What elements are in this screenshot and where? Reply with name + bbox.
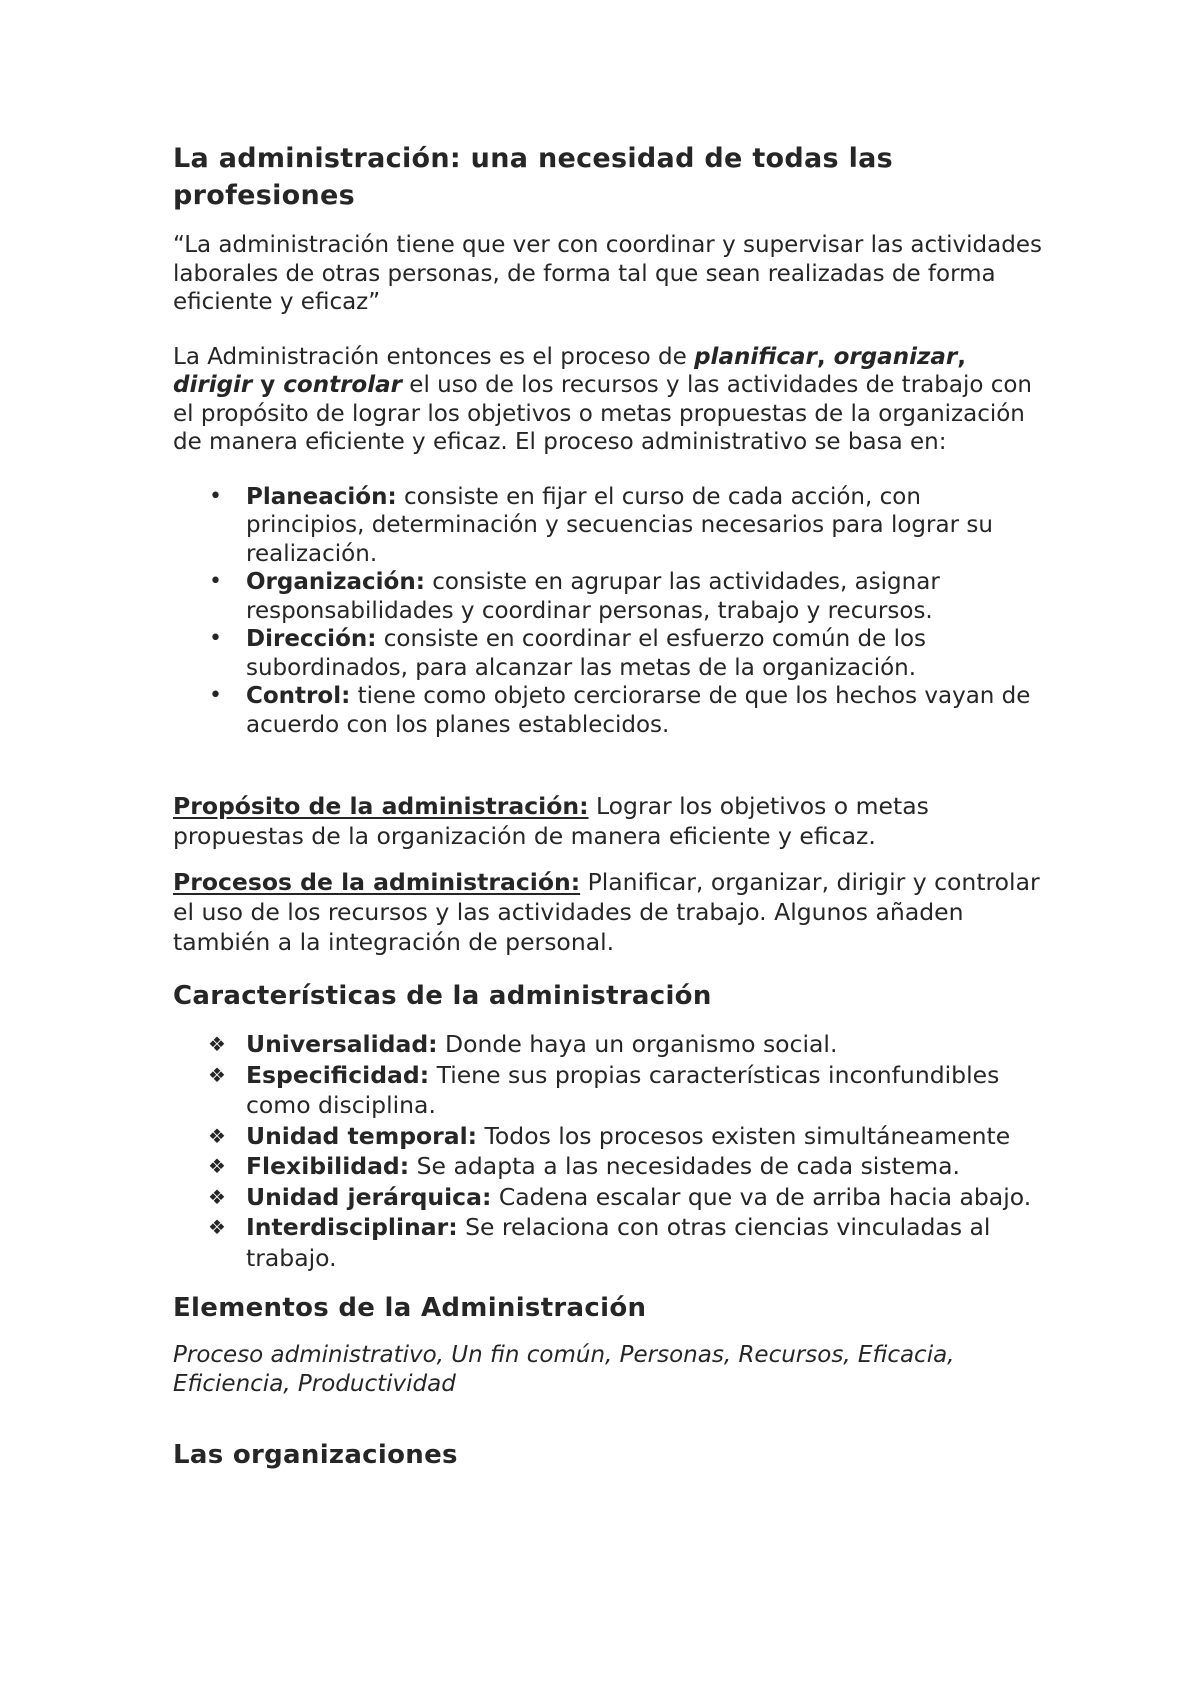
intro-after: el uso de los recursos y las actividades de trabajo con el propósito de lograr los objetivos o metas propuestas de la organización de manera eficiente y eficaz. El proceso administrativo se basa en:: [173, 372, 1033, 455]
list-item: [173, 483, 1043, 569]
item-text: Todos los procesos existen simultáneamente: [477, 1121, 1011, 1150]
item-label: Planeación:: [246, 483, 397, 510]
item-label: Control:: [246, 683, 351, 709]
intro-paragraph: [173, 343, 1043, 457]
process-list: [173, 483, 1043, 740]
processes-paragraph: [173, 867, 1043, 957]
item-text: Tiene sus propias características inconfundibles como disciplina.: [246, 1060, 1000, 1119]
item-label: Dirección:: [246, 626, 377, 652]
list-item: [173, 568, 1043, 625]
bullet-icon: •: [209, 569, 222, 594]
purpose-text: Lograr los objetivos o metas propuestas de la organización de manera eficiente y eficaz.: [173, 792, 929, 850]
characteristics-heading: Características de la administración: [173, 981, 712, 1011]
quote-paragraph: “La administración tiene que ver con coordinar y supervisar las actividades laborales de otras personas, de forma tal que sean realizadas de forma eficiente y eficaz”: [173, 232, 1042, 315]
intro-before: La Administración entonces es el proceso de: [173, 343, 695, 370]
diamond-bullet-icon: ❖: [208, 1062, 226, 1087]
item-label: Unidad jerárquica:: [246, 1182, 492, 1211]
item-text: tiene como objeto cerciorarse de que los hechos vayan de acuerdo con los planes establecidos.: [246, 683, 1031, 738]
processes-text: Planificar, organizar, dirigir y controlar el uso de los recursos y las actividades de trabajo. Algunos añaden también a la integración de personal.: [173, 868, 1040, 956]
item-label: Unidad temporal:: [246, 1121, 478, 1150]
item-label: Flexibilidad:: [246, 1152, 410, 1180]
keyword-controlar: controlar: [283, 372, 402, 398]
item-label: Organización:: [246, 569, 425, 595]
item-label: Interdisciplinar:: [246, 1213, 458, 1241]
intro-separator: y: [252, 372, 284, 398]
intro-separator: ,: [816, 343, 834, 370]
item-label: Especificidad:: [246, 1060, 430, 1089]
list-item: [173, 1182, 1043, 1213]
item-text: Cadena escalar que va de arriba hacia abajo.: [491, 1182, 1032, 1211]
purpose-paragraph: [173, 791, 1043, 851]
elements-paragraph: Proceso administrativo, Un fin común, Personas, Recursos, Eficacia, Eficiencia, Productividad: [173, 1342, 955, 1397]
organizations-heading: Las organizaciones: [173, 1440, 458, 1470]
bullet-icon: •: [209, 626, 222, 651]
list-item: [173, 1151, 1043, 1182]
diamond-bullet-icon: ❖: [208, 1215, 226, 1239]
item-label: Universalidad:: [246, 1030, 438, 1058]
keyword-planificar: planificar: [694, 343, 817, 370]
bullet-icon: •: [209, 483, 222, 509]
list-item: [173, 1060, 1043, 1121]
diamond-bullet-icon: ❖: [208, 1123, 226, 1148]
item-text: consiste en agrupar las actividades, asignar responsabilidades y coordinar personas, trabajo y recursos.: [246, 569, 940, 624]
document-title: La administración: una necesidad de todas las profesiones: [173, 143, 894, 211]
list-item: [173, 1029, 1043, 1060]
diamond-bullet-icon: ❖: [208, 1032, 226, 1056]
purpose-label: Propósito de la administración:: [173, 792, 589, 820]
processes-label: Procesos de la administración:: [173, 868, 581, 896]
elements-heading: Elementos de la Administración: [173, 1293, 647, 1323]
list-item: [173, 1212, 1043, 1273]
item-text: Donde haya un organismo social.: [437, 1030, 838, 1058]
diamond-bullet-icon: ❖: [208, 1154, 226, 1178]
item-text: consiste en coordinar el esfuerzo común de los subordinados, para alcanzar las metas de la organización.: [246, 626, 927, 681]
document-page: [173, 140, 1043, 1472]
characteristics-list: [173, 1029, 1043, 1273]
keyword-dirigir: dirigir: [173, 372, 253, 398]
keyword-organizar: organizar: [833, 343, 958, 370]
item-text: Se adapta a las necesidades de cada sistema.: [409, 1152, 961, 1180]
intro-separator: ,: [957, 343, 966, 370]
list-item: [173, 625, 1043, 682]
item-text: Se relaciona con otras ciencias vinculadas al trabajo.: [246, 1213, 991, 1272]
list-item: [173, 682, 1043, 739]
item-text: consiste en fijar el curso de cada acción, con principios, determinación y secuencias necesarios para lograr su realización.: [246, 483, 993, 567]
diamond-bullet-icon: ❖: [208, 1184, 226, 1209]
bullet-icon: •: [209, 683, 222, 708]
list-item: [173, 1121, 1043, 1152]
